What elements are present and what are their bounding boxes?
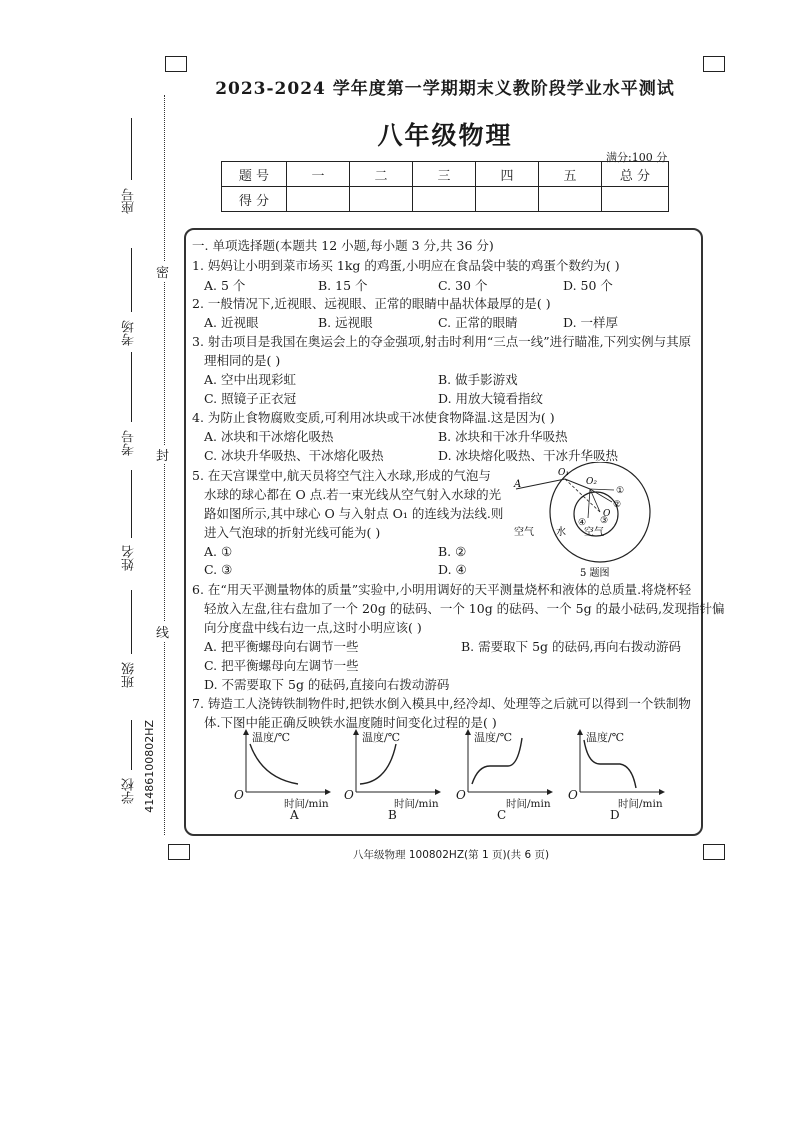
question-5-line-1: 5. 在天宫课堂中,航天员将空气注入水球,形成的气泡与 bbox=[192, 468, 491, 483]
binding-blank-name bbox=[131, 470, 132, 538]
exam-title: 2023-2024 学年度第一学期期末义教阶段学业水平测试 bbox=[215, 79, 675, 99]
q4-option-b: B. 冰块和干冰升华吸热 bbox=[438, 429, 568, 444]
q1-option-b: B. 15 个 bbox=[318, 278, 368, 293]
q5-option-c: C. ③ bbox=[204, 562, 233, 577]
seal-char-xian: 线 bbox=[156, 622, 169, 641]
q5-option-d: D. ④ bbox=[438, 562, 467, 577]
score-input-cell[interactable] bbox=[602, 187, 669, 212]
graph-d-label: D bbox=[610, 808, 620, 822]
graph-b-label: B bbox=[388, 808, 397, 822]
binding-label-room: 考场 bbox=[122, 320, 137, 346]
question-6-line-2: 轻放入左盘,往右盘加了一个 20g 的砝码、一个 10g 的砝码、一个 5g 的最小砝码,发现指针偏 bbox=[204, 601, 725, 616]
binding-label-school: 学校 bbox=[122, 778, 137, 804]
question-7-line-1: 7. 铸造工人浇铸铁制物件时,把铁水倒入模具中,经冷却、处理等之后就可以得到一个铁制物 bbox=[192, 696, 691, 711]
q1-option-c: C. 30 个 bbox=[438, 278, 488, 293]
fig-label-O: O bbox=[603, 509, 611, 519]
q3-option-d: D. 用放大镜看指纹 bbox=[438, 391, 544, 406]
question-2: 2. 一般情况下,近视眼、远视眼、正常的眼睛中晶状体最厚的是( ) bbox=[192, 296, 551, 311]
q2-option-d: D. 一样厚 bbox=[563, 315, 619, 330]
fig-label-A: A bbox=[514, 479, 522, 490]
section-heading: 一. 单项选择题(本题共 12 小题,每小题 3 分,共 36 分) bbox=[192, 238, 494, 253]
q6-option-c: C. 把平衡螺母向左调节一些 bbox=[204, 658, 359, 673]
score-cell: 总 分 bbox=[602, 162, 669, 187]
question-1: 1. 妈妈让小明到菜市场买 1kg 的鸡蛋,小明应在食品袋中装的鸡蛋个数约为( ) bbox=[192, 258, 620, 273]
incident-ray bbox=[516, 479, 565, 489]
binding-blank-class bbox=[131, 590, 132, 654]
fig-label-1: ① bbox=[616, 486, 625, 496]
graph-a-ylabel: 温度/℃ bbox=[252, 731, 291, 744]
q3-option-c: C. 照镜子正衣冠 bbox=[204, 391, 297, 406]
corner-mark-bottom-right bbox=[703, 844, 725, 860]
binding-label-examno: 考号 bbox=[122, 430, 137, 456]
q4-option-a: A. 冰块和干冰熔化吸热 bbox=[204, 429, 334, 444]
question-5-line-3: 路如图所示,其中球心 O 与入射点 O₁ 的连线为法线.则 bbox=[204, 506, 504, 521]
question-4: 4. 为防止食物腐败变质,可利用冰块或干冰使食物降温.这是因为( ) bbox=[192, 410, 555, 425]
graph-a-xlabel: 时间/min bbox=[284, 798, 329, 810]
score-input-cell[interactable] bbox=[539, 187, 602, 212]
subject-title: 八年级物理 bbox=[377, 121, 513, 150]
question-5-line-4: 进入气泡球的折射光线可能为( ) bbox=[204, 525, 381, 540]
graph-a-label: A bbox=[290, 808, 299, 822]
fig-label-O2: O₂ bbox=[586, 477, 597, 487]
binding-code: 41486100802HZ bbox=[143, 720, 156, 813]
q6-option-a: A. 把平衡螺母向右调节一些 bbox=[204, 639, 359, 654]
full-mark: 满分:100 分 bbox=[606, 151, 668, 164]
binding-dotted-line bbox=[164, 95, 165, 835]
fig-label-2: ② bbox=[613, 500, 622, 510]
fig-label-O1: O₁ bbox=[558, 468, 569, 478]
graph-d-ylabel: 温度/℃ bbox=[586, 731, 625, 744]
q3-option-b: B. 做手影游戏 bbox=[438, 372, 518, 387]
q1-option-a: A. 5 个 bbox=[204, 278, 246, 293]
question-3-line-2: 理相同的是( ) bbox=[204, 353, 281, 368]
graph-b-origin: O bbox=[344, 788, 354, 802]
score-input-cell[interactable] bbox=[287, 187, 350, 212]
q2-option-a: A. 近视眼 bbox=[204, 315, 259, 330]
graph-b-ylabel: 温度/℃ bbox=[362, 731, 401, 744]
page-footer: 八年级物理 100802HZ(第 1 页)(共 6 页) bbox=[353, 849, 550, 861]
score-input-cell[interactable] bbox=[476, 187, 539, 212]
question-3-line-1: 3. 射击项目是我国在奥运会上的夺金强项,射击时利用“三点一线”进行瞄准,下列实例与其原 bbox=[192, 334, 692, 349]
binding-blank-examno bbox=[131, 352, 132, 422]
fig-label-4: ④ bbox=[578, 518, 587, 528]
q4-option-d: D. 冰块熔化吸热、干冰升华吸热 bbox=[438, 448, 619, 463]
graph-c-label: C bbox=[497, 808, 507, 822]
q3-option-a: A. 空中出现彩虹 bbox=[204, 372, 296, 387]
seal-char-mi: 密 bbox=[156, 262, 169, 281]
question-5-line-2: 水球的球心都在 O 点.若一束光线从空气射入水球的光 bbox=[204, 487, 502, 502]
fig-label-3: ③ bbox=[600, 516, 609, 526]
binding-label-seat: 座号 bbox=[122, 188, 137, 214]
score-cell: 题 号 bbox=[222, 162, 287, 187]
binding-blank-school bbox=[131, 720, 132, 770]
question-6-line-3: 向分度盘中线右边一点,这时小明应该( ) bbox=[204, 620, 422, 635]
graph-c-origin: O bbox=[456, 788, 466, 802]
score-input-cell[interactable] bbox=[413, 187, 476, 212]
graph-b-xlabel: 时间/min bbox=[394, 798, 439, 810]
score-table-score-row bbox=[222, 187, 669, 212]
ray-1 bbox=[590, 489, 614, 490]
fig-label-water: 水 bbox=[556, 527, 566, 538]
score-cell: 一 bbox=[287, 162, 350, 187]
binding-blank-seat bbox=[131, 118, 132, 180]
score-input-cell[interactable] bbox=[350, 187, 413, 212]
score-cell: 五 bbox=[539, 162, 602, 187]
seal-char-feng: 封 bbox=[156, 445, 169, 464]
fig-caption: 5 题图 bbox=[580, 568, 610, 579]
corner-mark-bottom-left bbox=[168, 844, 190, 860]
q6-option-b: B. 需要取下 5g 的砝码,再向右拨动游码 bbox=[461, 639, 682, 654]
graph-c-ylabel: 温度/℃ bbox=[474, 731, 513, 744]
q5-option-a: A. ① bbox=[204, 544, 233, 559]
q1-option-d: D. 50 个 bbox=[563, 278, 613, 293]
score-table bbox=[221, 161, 669, 212]
graph-c-xlabel: 时间/min bbox=[506, 798, 551, 810]
graph-d-origin: O bbox=[568, 788, 578, 802]
graph-d-xlabel: 时间/min bbox=[618, 798, 663, 810]
binding-blank-room bbox=[131, 248, 132, 312]
q2-option-c: C. 正常的眼睛 bbox=[438, 315, 518, 330]
binding-label-class: 班级 bbox=[122, 662, 137, 688]
q6-option-d: D. 不需要取下 5g 的砝码,直接向右拨动游码 bbox=[204, 677, 450, 692]
fig-label-air-outside: 空气 bbox=[514, 527, 534, 538]
score-cell: 三 bbox=[413, 162, 476, 187]
corner-mark-top-right bbox=[703, 56, 725, 72]
fig-label-air-inside: 空气 bbox=[584, 527, 604, 538]
binding-label-name: 姓名 bbox=[122, 545, 137, 571]
score-table-header-row bbox=[222, 162, 669, 187]
question-7-line-2: 体.下图中能正确反映铁水温度随时间变化过程的是( ) bbox=[204, 715, 497, 730]
graph-a-origin: O bbox=[234, 788, 244, 802]
q2-option-b: B. 远视眼 bbox=[318, 315, 373, 330]
score-cell: 四 bbox=[476, 162, 539, 187]
q4-option-c: C. 冰块升华吸热、干冰熔化吸热 bbox=[204, 448, 384, 463]
corner-mark-top-left bbox=[165, 56, 187, 72]
question-6-line-1: 6. 在“用天平测量物体的质量”实验中,小明用调好的天平测量烧杯和液体的总质量.将烧杯轻 bbox=[192, 582, 692, 597]
score-cell: 二 bbox=[350, 162, 413, 187]
score-cell: 得 分 bbox=[222, 187, 287, 212]
q5-figure bbox=[508, 462, 678, 580]
q5-option-b: B. ② bbox=[438, 544, 467, 559]
